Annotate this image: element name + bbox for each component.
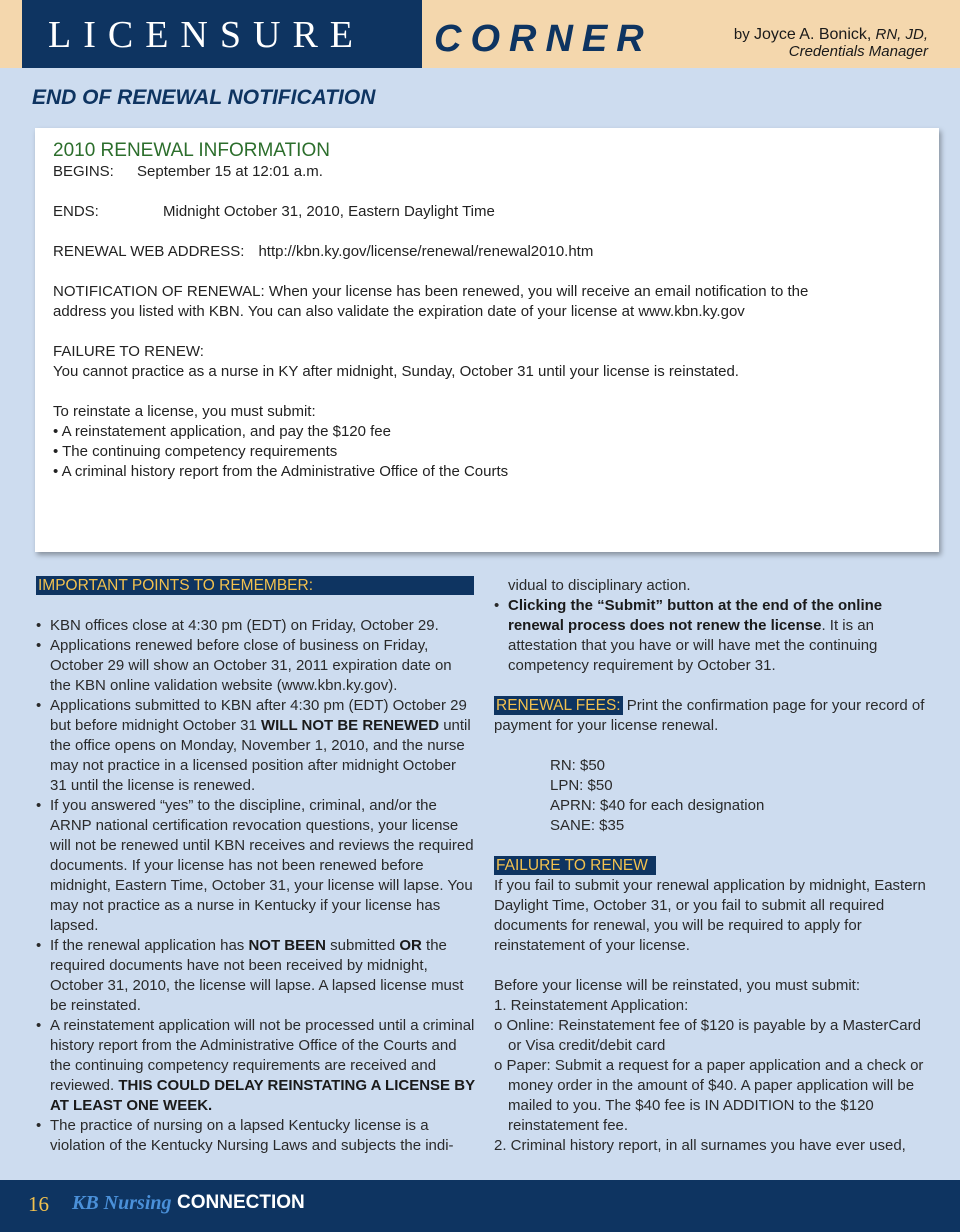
ends-value: Midnight October 31, 2010, Eastern Daylight Time (163, 203, 495, 220)
paper-option: o Paper: Submit a request for a paper application and a check or money order in the amount of $40. A paper application will be mailed to you. The $40 fee is IN ADDITION to the $120 reinstatement fee. (494, 1057, 924, 1134)
corner-title: CORNER (434, 18, 653, 60)
header-banner (0, 0, 960, 68)
reinstate-item: • The continuing competency requirements (53, 443, 338, 460)
online-option: o Online: Reinstatement fee of $120 is payable by a MasterCard or Visa credit/debit card (494, 1017, 921, 1054)
begins-value: September 15 at 12:01 a.m. (137, 163, 323, 180)
point-item (36, 696, 476, 796)
bullet: • (36, 937, 42, 954)
begins-line (53, 162, 921, 182)
point-item (36, 636, 476, 696)
ends-line (53, 202, 921, 222)
byline-author: Joyce A. Bonick, (753, 26, 872, 43)
point-text: Applications renewed before close of business on Friday, October 29 will show an October 31, 2011 expiration date on the KBN online validation website (www.kbn.ky.gov). (50, 637, 452, 694)
bullet: • (36, 697, 42, 714)
point-item (36, 1116, 476, 1156)
web-line (53, 242, 921, 262)
point-emphasis: OR (399, 937, 422, 954)
point-text: submitted (325, 937, 400, 954)
fees-text: Print the confirmation page for your record of payment for your license renewal. (494, 697, 925, 734)
fee-item: APRN: $40 for each designation (550, 797, 765, 814)
point-item (36, 936, 476, 1016)
fees-paragraph (494, 696, 926, 736)
notification-line-1: NOTIFICATION OF RENEWAL: When your license has been renewed, you will receive an email notification to the (53, 283, 809, 300)
renewal-info-box (35, 128, 939, 552)
info-heading: 2010 RENEWAL INFORMATION (53, 140, 330, 161)
point-item (36, 796, 476, 936)
point-text: . It is an attestation that you have or will have met the continuing competency requirement by October 31. (508, 617, 878, 674)
point-item (36, 1016, 476, 1116)
continued-text: vidual to disciplinary action. (508, 577, 691, 594)
point-item (36, 616, 476, 636)
reinstate-item: • A reinstatement application, and pay the $120 fee (53, 423, 391, 440)
point-item (494, 596, 926, 676)
bullet: • (36, 1117, 42, 1134)
reinstate-item: • A criminal history report from the Administrative Office of the Courts (53, 463, 509, 480)
failure-to-renew-heading: FAILURE TO RENEW (494, 856, 656, 875)
failure-text: You cannot practice as a nurse in KY after midnight, Sunday, October 31 until your license is reinstated. (53, 363, 739, 380)
bullet: • (36, 797, 42, 814)
web-address-link[interactable]: http://kbn.ky.gov/license/renewal/renewal2010.htm (258, 243, 594, 260)
bullet: • (36, 637, 42, 654)
begins-label: BEGINS: (53, 163, 114, 180)
point-emphasis: NOT BEEN (248, 937, 326, 954)
failure-text: If you fail to submit your renewal application by midnight, Eastern Daylight Time, October 31, or you fail to submit all required documents for renewal, you will be required to apply for reinstatement of your license. (494, 877, 926, 954)
point-text: KBN offices close at 4:30 pm (EDT) on Friday, October 29. (50, 617, 439, 634)
fee-item: LPN: $50 (550, 777, 613, 794)
fee-item: SANE: $35 (550, 817, 625, 834)
left-column (36, 576, 476, 1156)
brand-connection: CONNECTION (177, 1192, 305, 1213)
reinstate-intro: To reinstate a license, you must submit: (53, 403, 316, 420)
point-text: Applications submitted to KBN after 4:30 pm (EDT) October 29 but before midnight October 31 (50, 697, 467, 734)
right-column (494, 576, 926, 1156)
point-text: If the renewal application has (50, 937, 249, 954)
point-text: the required documents have not been received by midnight, October 31, 2010, the license will lapse. A lapsed license must be reinstated. (50, 937, 464, 1014)
bullet: • (494, 597, 500, 614)
point-emphasis: WILL NOT BE RENEWED (260, 717, 440, 734)
point-emphasis: THIS COULD DELAY REINSTATING A LICENSE BY AT LEAST ONE WEEK. (50, 1077, 475, 1114)
fee-item: RN: $50 (550, 757, 606, 774)
point-text: A reinstatement application will not be processed until a criminal history report from the Administrative Office of the Courts and the continuing competency requirements are received and reviewed. (50, 1017, 475, 1094)
ends-label: ENDS: (53, 203, 99, 220)
web-label: RENEWAL WEB ADDRESS: (53, 243, 245, 260)
byline-by: by (733, 26, 750, 43)
failure-label: FAILURE TO RENEW: (53, 343, 204, 360)
byline-role: Credentials Manager (788, 43, 928, 60)
point-text: The practice of nursing on a lapsed Kentucky license is a violation of the Kentucky Nursing Laws and subjects the indi- (50, 1117, 454, 1154)
page-title: END OF RENEWAL NOTIFICATION (32, 86, 376, 109)
notification-line-2: address you listed with KBN. You can also validate the expiration date of your license at www.kbn.ky.gov (53, 303, 745, 320)
bullet: • (36, 617, 42, 634)
page-number: 16 (28, 1192, 49, 1216)
renewal-fees-heading: RENEWAL FEES: (496, 697, 621, 714)
important-points-heading: IMPORTANT POINTS TO REMEMBER: (36, 576, 474, 595)
point-text: until the office opens on Monday, November 1, 2010, and the nurse may not practice in a licensed position after midnight October 31 until the license is renewed. (50, 717, 471, 794)
byline-creds: RN, JD, (875, 26, 928, 43)
list-item-1: 1. Reinstatement Application: (494, 997, 689, 1014)
point-text: If you answered “yes” to the discipline, criminal, and/or the ARNP national certification revocation questions, your license will not be renewed until KBN receives and reviews the required documents. If your license has not been renewed before midnight, Eastern Time, October 31, your license will lapse. You may not practice as a nurse in Kentucky if your license has lapsed. (50, 797, 474, 934)
bullet: • (36, 1017, 42, 1034)
point-emphasis: Clicking the “Submit” button at the end of the online renewal process does not renew the license (508, 597, 883, 634)
list-item-2: 2. Criminal history report, in all surnames you have ever used, (494, 1137, 906, 1154)
brand-kb-nursing: KB Nursing (72, 1192, 172, 1214)
byline (734, 26, 928, 60)
before-text: Before your license will be reinstated, you must submit: (494, 977, 860, 994)
licensure-title: LICENSURE (48, 14, 365, 56)
footer-bar (0, 1180, 960, 1232)
